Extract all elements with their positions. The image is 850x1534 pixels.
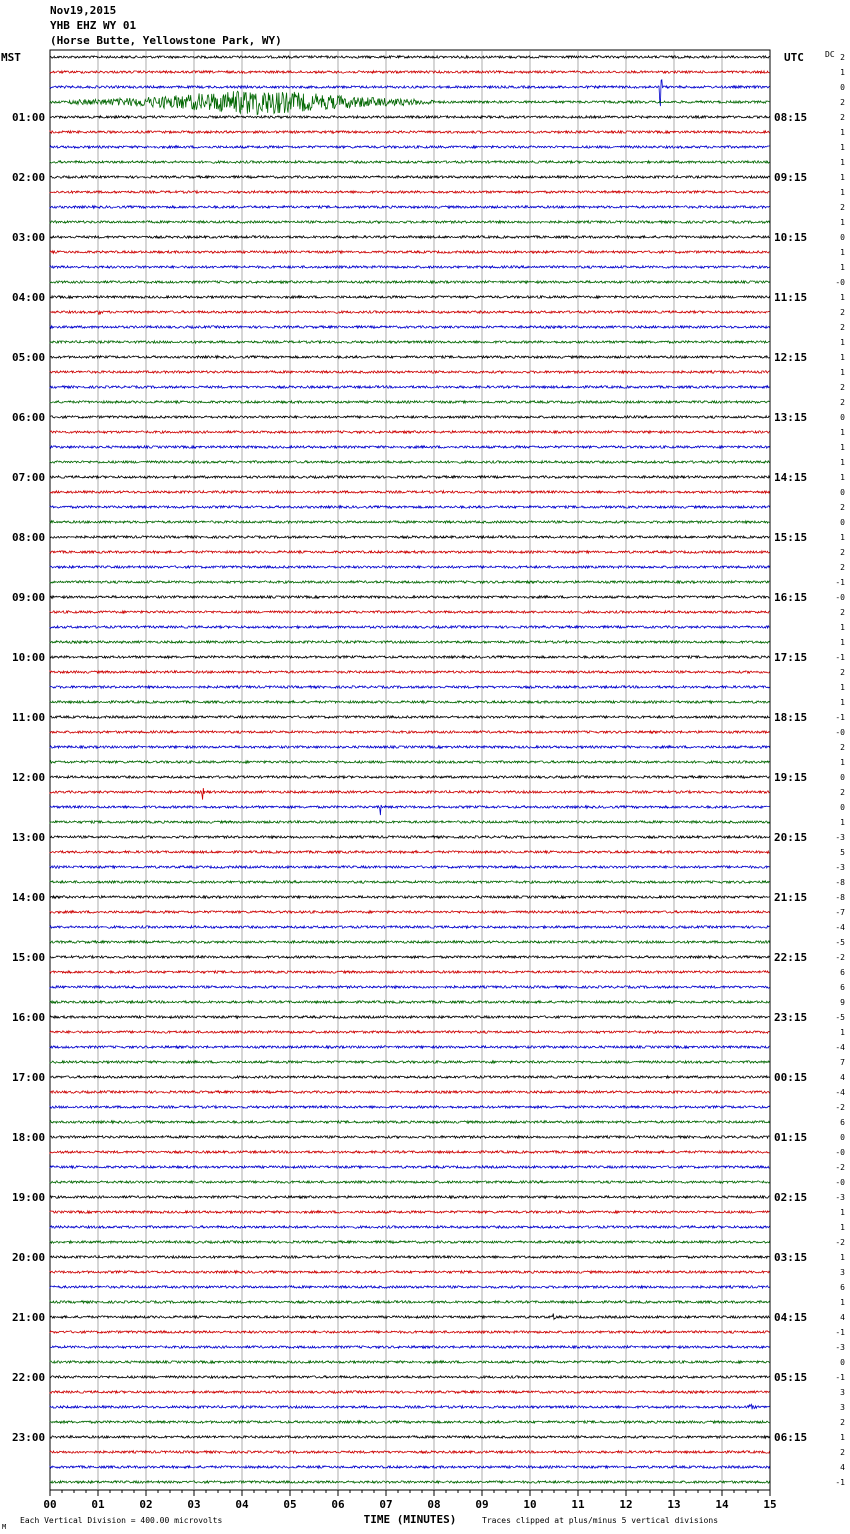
dc-offset-label: 1: [840, 1298, 845, 1307]
x-tick-label: 13: [667, 1498, 681, 1511]
mst-hour-label: 16:00: [12, 1011, 46, 1024]
dc-offset-label: 1: [840, 533, 845, 542]
dc-offset-label: 3: [840, 1268, 845, 1277]
x-tick-label: 12: [619, 1498, 633, 1511]
utc-hour-label: 08:15: [774, 111, 808, 124]
seismic-trace: [50, 296, 770, 298]
seismic-trace: [50, 401, 770, 403]
utc-hour-label: 16:15: [774, 591, 808, 604]
x-tick-label: 04: [235, 1498, 249, 1511]
dc-offset-label: 1: [840, 428, 845, 437]
dc-offset-label: 1: [840, 263, 845, 272]
dc-offset-label: 1: [840, 1208, 845, 1217]
dc-offset-label: -0: [835, 1148, 845, 1157]
mst-hour-label: 18:00: [12, 1131, 46, 1144]
x-tick-label: 01: [91, 1498, 105, 1511]
utc-hour-label: 04:15: [774, 1311, 808, 1324]
seismic-trace: [50, 356, 770, 358]
seismic-trace: [50, 1481, 770, 1483]
dc-offset-label: 1: [840, 683, 845, 692]
seismic-trace: [50, 521, 770, 523]
x-tick-label: 00: [43, 1498, 57, 1511]
seismic-trace: [50, 626, 770, 628]
mst-hour-label: 23:00: [12, 1431, 46, 1444]
seismic-trace: [50, 1121, 770, 1123]
mst-hour-label: 19:00: [12, 1191, 46, 1204]
utc-hour-label: 15:15: [774, 531, 808, 544]
seismic-trace: [50, 1106, 770, 1108]
utc-hour-label: 23:15: [774, 1011, 808, 1024]
utc-hour-label: 02:15: [774, 1191, 808, 1204]
dc-offset-label: -3: [835, 863, 845, 872]
clip-note: Traces clipped at plus/minus 5 vertical divisions: [482, 1516, 719, 1525]
seismic-trace: [50, 326, 770, 328]
seismic-trace: [50, 866, 770, 868]
seismic-trace: [50, 386, 770, 388]
seismic-trace: [50, 266, 770, 268]
seismic-trace: [50, 1421, 770, 1423]
dc-offset-label: -2: [835, 1163, 845, 1172]
x-tick-label: 14: [715, 1498, 729, 1511]
corner-mark: M: [2, 1523, 7, 1531]
dc-offset-label: -4: [835, 1043, 845, 1052]
header-location: (Horse Butte, Yellowstone Park, WY): [50, 34, 282, 47]
seismic-trace: [50, 1346, 770, 1348]
utc-hour-label: 21:15: [774, 891, 808, 904]
dc-offset-label: 0: [840, 413, 845, 422]
dc-offset-label: 2: [840, 398, 845, 407]
dc-offset-label: -0: [835, 278, 845, 287]
mst-hour-label: 14:00: [12, 891, 46, 904]
seismic-trace: [50, 56, 770, 58]
dc-offset-label: 1: [840, 1433, 845, 1442]
utc-hour-label: 17:15: [774, 651, 808, 664]
dc-offset-label: 1: [840, 218, 845, 227]
x-tick-label: 05: [283, 1498, 297, 1511]
seismic-trace: [50, 71, 770, 73]
seismic-trace: [50, 761, 770, 763]
mst-hour-label: 13:00: [12, 831, 46, 844]
seismic-trace: [50, 1151, 770, 1153]
dc-offset-label: 1: [840, 188, 845, 197]
dc-offset-label: -5: [835, 1013, 845, 1022]
dc-offset-label: -1: [835, 653, 845, 662]
dc-offset-label: 7: [840, 1058, 845, 1067]
seismic-trace: [50, 1451, 770, 1453]
dc-offset-label: 2: [840, 1418, 845, 1427]
dc-offset-label: 0: [840, 803, 845, 812]
mst-hour-label: 01:00: [12, 111, 46, 124]
seismic-trace: [50, 716, 770, 718]
dc-offset-label: -1: [835, 1373, 845, 1382]
utc-axis-label: UTC: [784, 51, 804, 64]
dc-offset-label: 3: [840, 1403, 845, 1412]
dc-offset-label: 1: [840, 128, 845, 137]
seismic-trace: [50, 146, 770, 148]
seismic-trace: [50, 91, 770, 114]
mst-hour-label: 08:00: [12, 531, 46, 544]
seismic-trace: [50, 236, 770, 238]
mst-hour-label: 15:00: [12, 951, 46, 964]
dc-offset-label: 3: [840, 1388, 845, 1397]
seismic-trace: [50, 431, 770, 433]
seismic-trace: [50, 131, 770, 133]
utc-hour-label: 18:15: [774, 711, 808, 724]
dc-offset-label: 1: [840, 458, 845, 467]
x-tick-label: 15: [763, 1498, 777, 1511]
utc-hour-label: 14:15: [774, 471, 808, 484]
dc-offset-label: 2: [840, 608, 845, 617]
dc-offset-label: 2: [840, 308, 845, 317]
seismic-trace: [50, 206, 770, 208]
utc-hour-label: 01:15: [774, 1131, 808, 1144]
dc-offset-label: 1: [840, 293, 845, 302]
seismic-trace: [50, 281, 770, 283]
seismic-trace: [50, 311, 770, 315]
dc-offset-label: 1: [840, 473, 845, 482]
utc-hour-label: 19:15: [774, 771, 808, 784]
header-station: YHB EHZ WY 01: [50, 19, 137, 32]
seismic-trace: [50, 1226, 770, 1228]
dc-offset-label: -3: [835, 833, 845, 842]
dc-offset-label: 1: [840, 158, 845, 167]
dc-offset-label: -4: [835, 923, 845, 932]
axis-labels: [1, 50, 845, 1531]
mst-hour-label: 11:00: [12, 711, 46, 724]
seismic-trace: [50, 746, 770, 748]
seismic-trace: [50, 611, 770, 613]
seismic-trace: [50, 1301, 770, 1303]
seismic-trace: [50, 1361, 770, 1363]
dc-offset-label: 2: [840, 53, 845, 62]
dc-offset-label: 0: [840, 773, 845, 782]
utc-hour-label: 00:15: [774, 1071, 808, 1084]
seismic-trace: [50, 506, 770, 508]
seismic-trace: [50, 341, 770, 343]
dc-offset-label: -1: [835, 578, 845, 587]
dc-offset-label: -7: [835, 908, 845, 917]
mst-hour-label: 10:00: [12, 651, 46, 664]
dc-offset-label: 2: [840, 1448, 845, 1457]
seismic-trace: [50, 941, 770, 943]
seismic-trace: [50, 581, 770, 583]
dc-offset-label: 1: [840, 353, 845, 362]
utc-hour-label: 12:15: [774, 351, 808, 364]
seismic-trace: [50, 805, 770, 815]
seismic-trace: [50, 1166, 770, 1168]
dc-offset-label: 4: [840, 1313, 845, 1322]
dc-offset-label: 1: [840, 1223, 845, 1232]
seismic-trace: [50, 881, 770, 883]
dc-offset-label: 1: [840, 173, 845, 182]
mst-hour-label: 21:00: [12, 1311, 46, 1324]
x-tick-label: 11: [571, 1498, 585, 1511]
seismic-trace: [50, 1061, 770, 1063]
seismic-trace: [50, 116, 770, 118]
seismic-trace: [50, 371, 770, 373]
dc-offset-label: 2: [840, 383, 845, 392]
dc-offset-label: 1: [840, 818, 845, 827]
seismic-trace: [50, 641, 770, 643]
seismic-trace: [50, 911, 770, 913]
dc-offset-label: 1: [840, 758, 845, 767]
seismic-trace: [50, 776, 770, 778]
x-tick-label: 06: [331, 1498, 345, 1511]
seismic-trace: [50, 1136, 770, 1138]
utc-hour-label: 10:15: [774, 231, 808, 244]
dc-offset-label: -2: [835, 1238, 845, 1247]
seismic-trace: [50, 1211, 770, 1213]
dc-offset-label: -0: [835, 728, 845, 737]
dc-offset-label: 6: [840, 1283, 845, 1292]
seismic-trace: [50, 788, 770, 800]
x-tick-label: 02: [139, 1498, 153, 1511]
dc-offset-label: 2: [840, 203, 845, 212]
header-date: Nov19,2015: [50, 4, 117, 17]
seismic-trace: [50, 221, 770, 223]
dc-offset-label: 1: [840, 248, 845, 257]
dc-offset-label: 1: [840, 68, 845, 77]
seismic-trace: [50, 971, 770, 973]
dc-offset-label: -0: [835, 1178, 845, 1187]
mst-hour-label: 02:00: [12, 171, 46, 184]
dc-offset-label: 1: [840, 338, 845, 347]
mst-hour-label: 04:00: [12, 291, 46, 304]
dc-offset-label: -1: [835, 1328, 845, 1337]
seismic-trace: [50, 551, 770, 553]
seismic-trace: [50, 596, 770, 598]
mst-hour-label: 09:00: [12, 591, 46, 604]
seismic-trace: [50, 191, 770, 193]
seismic-trace: [50, 671, 770, 673]
seismic-trace: [50, 161, 770, 163]
dc-offset-label: -8: [835, 893, 845, 902]
seismic-trace: [50, 251, 770, 253]
dc-offset-label: 2: [840, 548, 845, 557]
seismic-trace: [50, 926, 770, 928]
dc-offset-label: 6: [840, 1118, 845, 1127]
mst-hour-label: 03:00: [12, 231, 46, 244]
dc-offset-label: -3: [835, 1193, 845, 1202]
x-tick-label: 08: [427, 1498, 441, 1511]
seismic-trace: [50, 1091, 770, 1093]
utc-hour-label: 06:15: [774, 1431, 808, 1444]
seismic-trace: [50, 1404, 770, 1409]
mst-hour-label: 06:00: [12, 411, 46, 424]
dc-offset-label: 1: [840, 143, 845, 152]
x-tick-label: 09: [475, 1498, 489, 1511]
seismic-trace: [50, 1271, 770, 1273]
dc-offset-label: 1: [840, 698, 845, 707]
seismic-trace: [50, 821, 770, 823]
dc-offset-label: -5: [835, 938, 845, 947]
seismic-trace: [50, 1196, 770, 1198]
plot-frame: [50, 50, 770, 1490]
dc-offset-label: 2: [840, 98, 845, 107]
x-axis-label: TIME (MINUTES): [363, 1513, 457, 1526]
dc-offset-label: -1: [835, 1478, 845, 1487]
dc-offset-label: 0: [840, 1358, 845, 1367]
seismic-trace: [50, 446, 770, 448]
utc-hour-label: 05:15: [774, 1371, 808, 1384]
dc-offset-label: 1: [840, 1028, 845, 1037]
seismic-trace: [50, 656, 770, 658]
seismic-trace: [50, 1046, 770, 1048]
utc-hour-label: 03:15: [774, 1251, 808, 1264]
seismic-trace: [50, 1331, 770, 1333]
seismic-trace: [50, 1376, 770, 1378]
seismic-trace: [50, 851, 770, 853]
dc-offset-label: 0: [840, 488, 845, 497]
seismic-trace: [50, 1031, 770, 1033]
seismic-trace: [50, 1466, 770, 1468]
dc-offset-label: 1: [840, 368, 845, 377]
utc-hour-label: 09:15: [774, 171, 808, 184]
seismic-trace: [50, 836, 770, 838]
dc-offset-label: 2: [840, 563, 845, 572]
seismic-trace: [50, 686, 770, 688]
dc-offset-label: -2: [835, 953, 845, 962]
seismic-trace: [50, 1016, 770, 1018]
seismic-trace: [50, 461, 770, 463]
dc-offset-label: 1: [840, 443, 845, 452]
seismic-trace: [50, 491, 770, 493]
dc-offset-label: 6: [840, 968, 845, 977]
seismic-trace: [50, 1436, 770, 1438]
trace-group: [50, 56, 770, 1483]
scale-note: Each Vertical Division = 400.00 microvolts: [20, 1516, 223, 1525]
dc-offset-label: -3: [835, 1343, 845, 1352]
seismic-trace: [50, 1076, 770, 1078]
mst-hour-label: 22:00: [12, 1371, 46, 1384]
dc-offset-label: 1: [840, 623, 845, 632]
utc-hour-label: 11:15: [774, 291, 808, 304]
dc-offset-label: 5: [840, 848, 845, 857]
seismic-trace: [50, 176, 770, 178]
seismic-trace: [50, 566, 770, 568]
dc-offset-label: 9: [840, 998, 845, 1007]
dc-offset-label: -8: [835, 878, 845, 887]
mst-hour-label: 17:00: [12, 1071, 46, 1084]
dc-offset-label: -2: [835, 1103, 845, 1112]
mst-hour-label: 12:00: [12, 771, 46, 784]
utc-hour-label: 13:15: [774, 411, 808, 424]
x-tick-label: 07: [379, 1498, 393, 1511]
seismic-trace: [50, 701, 770, 703]
dc-offset-label: -1: [835, 713, 845, 722]
seismic-trace: [50, 1286, 770, 1288]
dc-offset-label: 1: [840, 1253, 845, 1262]
dc-offset-label: -4: [835, 1088, 845, 1097]
mst-axis-label: MST: [1, 51, 21, 64]
dc-offset-label: 2: [840, 788, 845, 797]
seismic-trace: [50, 1391, 770, 1393]
mst-hour-label: 07:00: [12, 471, 46, 484]
dc-offset-label: 2: [840, 503, 845, 512]
dc-offset-label: 6: [840, 983, 845, 992]
dc-offset-label: 2: [840, 743, 845, 752]
utc-hour-label: 22:15: [774, 951, 808, 964]
dc-label: DC: [825, 50, 835, 59]
x-tick-label: 10: [523, 1498, 537, 1511]
dc-offset-label: 0: [840, 83, 845, 92]
seismic-trace: [50, 956, 770, 958]
seismic-trace: [50, 416, 770, 418]
dc-offset-label: 2: [840, 113, 845, 122]
seismic-trace: [50, 986, 770, 988]
dc-offset-label: 0: [840, 1133, 845, 1142]
seismic-trace: [50, 1181, 770, 1183]
dc-offset-label: 4: [840, 1463, 845, 1472]
seismic-trace: [50, 1241, 770, 1243]
mst-hour-label: 05:00: [12, 351, 46, 364]
seismic-trace: [50, 896, 770, 898]
seismic-trace: [50, 731, 770, 733]
seismic-trace: [50, 1001, 770, 1003]
x-tick-label: 03: [187, 1498, 201, 1511]
dc-offset-label: 0: [840, 233, 845, 242]
utc-hour-label: 20:15: [774, 831, 808, 844]
dc-offset-label: 4: [840, 1073, 845, 1082]
dc-offset-label: -0: [835, 593, 845, 602]
dc-offset-label: 2: [840, 323, 845, 332]
seismic-trace: [50, 536, 770, 538]
seismic-trace: [50, 1314, 770, 1320]
mst-hour-label: 20:00: [12, 1251, 46, 1264]
dc-offset-label: 1: [840, 638, 845, 647]
dc-offset-label: 0: [840, 518, 845, 527]
dc-offset-label: 2: [840, 668, 845, 677]
seismic-trace: [50, 1256, 770, 1258]
seismic-trace: [50, 476, 770, 478]
